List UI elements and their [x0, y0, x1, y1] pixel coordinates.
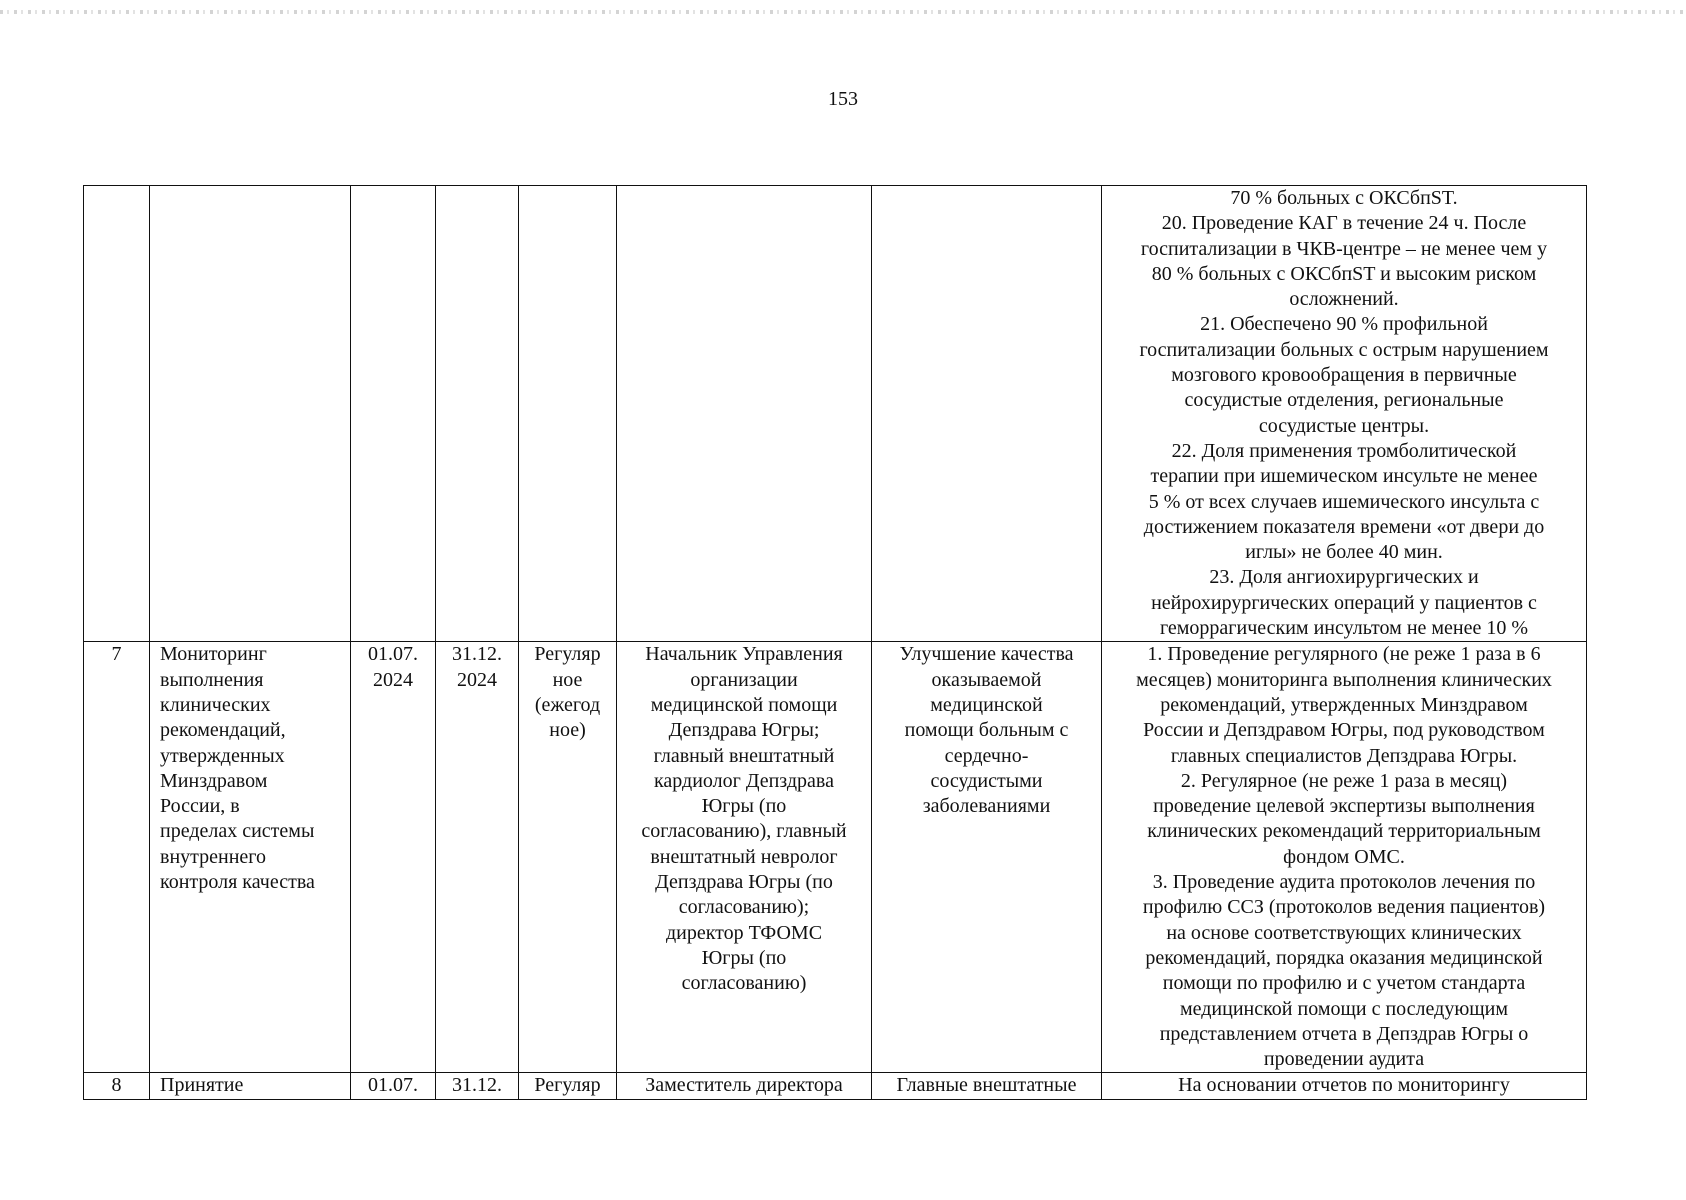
scan-edge-artifact [0, 10, 1686, 14]
cell-start-date: 01.07. [351, 1073, 436, 1099]
table-row [84, 1073, 1587, 1099]
cell-responsible [617, 186, 872, 642]
cell-number: 7 [84, 642, 150, 1073]
cell-end-date: 31.12. [436, 1073, 519, 1099]
cell-start-date [351, 186, 436, 642]
cell-end-date: 31.12. 2024 [436, 642, 519, 1073]
cell-activity [150, 186, 351, 642]
cell-result: Главные внештатные [872, 1073, 1102, 1099]
cell-character: Регуляр [519, 1073, 617, 1099]
cell-result [872, 186, 1102, 642]
cell-number: 8 [84, 1073, 150, 1099]
cell-number [84, 186, 150, 642]
cell-character: Регуляр ное (ежегод ное) [519, 642, 617, 1073]
table-row-continuation [84, 186, 1587, 642]
page-number: 153 [828, 88, 858, 110]
cell-character [519, 186, 617, 642]
table-row [84, 642, 1587, 1073]
cell-responsible: Заместитель директора [617, 1073, 872, 1099]
cell-responsible: Начальник Управления организации медицинской помощи Депздрава Югры; главный внештатный кардиолог Депздрава Югры (по согласованию), главный внештатный невролог Депздрава Югры (по согласованию); директор ТФОМС Югры (по согласованию) [617, 642, 872, 1073]
cell-indicators: На основании отчетов по мониторингу [1102, 1073, 1587, 1099]
cell-activity: Мониторинг выполнения клинических рекомендаций, утвержденных Минздравом России, в пределах системы внутреннего контроля качества [150, 642, 351, 1073]
cell-indicators: 1. Проведение регулярного (не реже 1 раза в 6 месяцев) мониторинга выполнения клинических рекомендаций, утвержденных Минздравом России и Депздравом Югры, под руководством главных специалистов Депздрава Югры. 2. Регулярное (не реже 1 раза в месяц) проведение целевой экспертизы выполнения клинических рекомендаций территориальным фондом ОМС. 3. Проведение аудита протоколов лечения по профилю ССЗ (протоколов ведения пациентов) на основе соответствующих клинических рекомендаций, порядка оказания медицинской помощи по профилю и с учетом стандарта медицинской помощи с последующим представлением отчета в Депздрав Югры о проведении аудита [1102, 642, 1587, 1073]
cell-indicators: 70 % больных с ОКСбпST. 20. Проведение КАГ в течение 24 ч. После госпитализации в ЧКВ-центре – не менее чем у 80 % больных с ОКСбпST и высоким риском осложнений. 21. Обеспечено 90 % профильной госпитализации больных с острым нарушением мозгового кровообращения в первичные сосудистые отделения, региональные сосудистые центры. 22. Доля применения тромболитической терапии при ишемическом инсульте не менее 5 % от всех случаев ишемического инсульта с достижением показателя времени «от двери до иглы» не более 40 мин. 23. Доля ангиохирургических и нейрохирургических операций у пациентов с геморрагическим инсультом не менее 10 % [1102, 186, 1587, 642]
plan-table [83, 185, 1587, 1100]
cell-end-date [436, 186, 519, 642]
cell-start-date: 01.07. 2024 [351, 642, 436, 1073]
cell-activity: Принятие [150, 1073, 351, 1099]
cell-result: Улучшение качества оказываемой медицинской помощи больным с сердечно- сосудистыми заболеваниями [872, 642, 1102, 1073]
